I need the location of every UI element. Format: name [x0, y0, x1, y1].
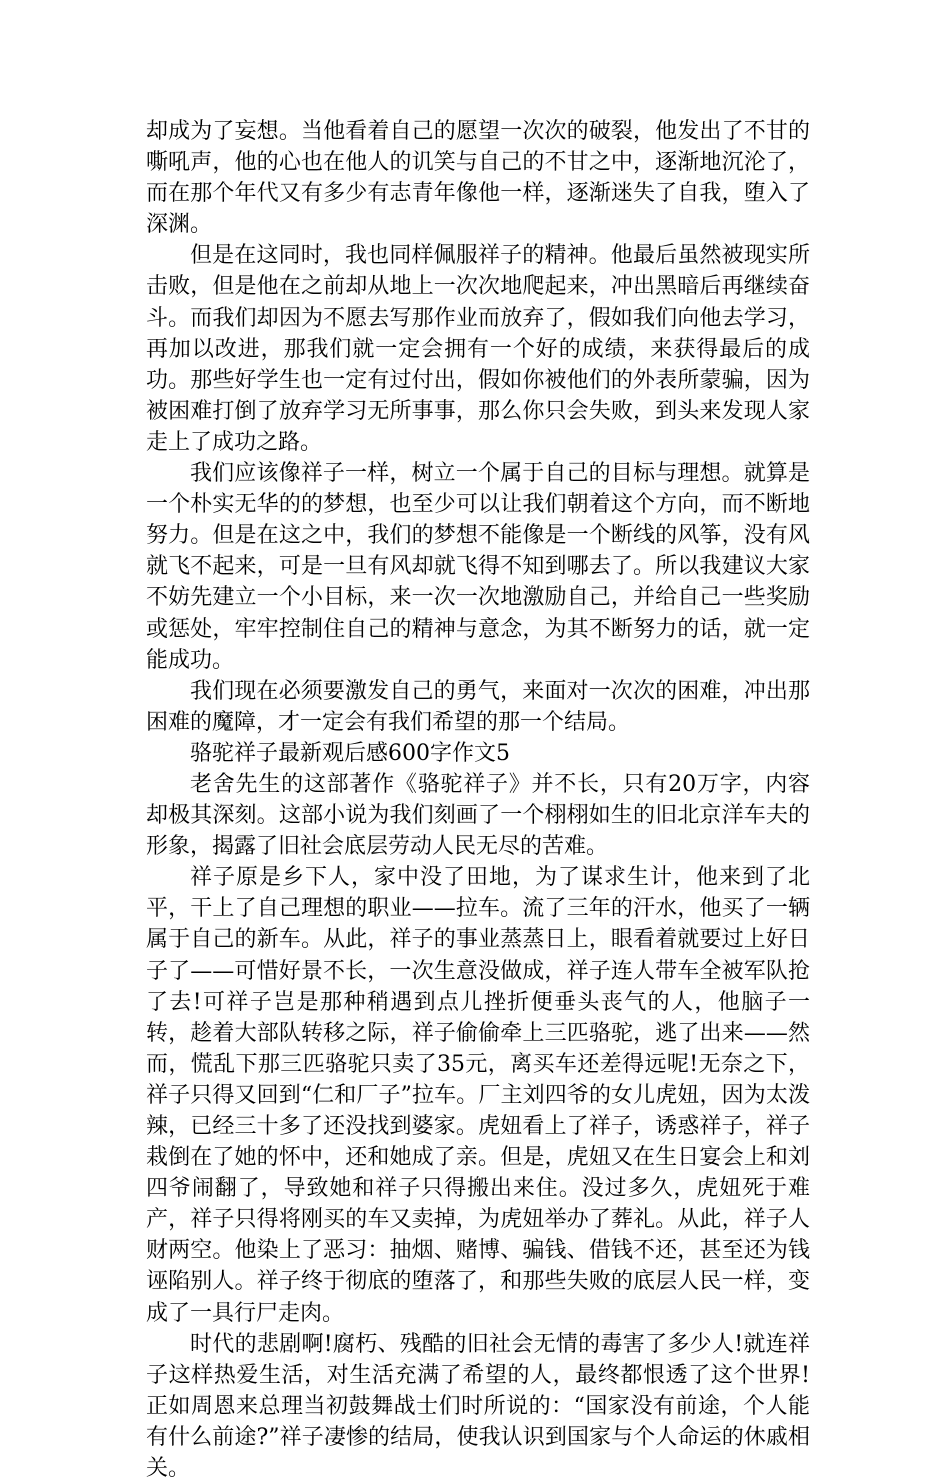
paragraph-2: 但是在这同时，我也同样佩服祥子的精神。他最后虽然被现实所击败，但是他在之前却从地上一次次地爬起来，冲出黑暗后再继续奋斗。而我们却因为不愿去写那作业而放弃了，假如我们向他去学习，再加以改进，那我们就一定会拥有一个好的成绩，来获得最后的成功。那些好学生也一定有过付出，假如你被他们的外表所蒙骗，因为被困难打倒了放弃学习无所事事，那么你只会失败，到头来发现人家走上了成功之路。 [146, 243, 810, 455]
paragraph-5: 老舍先生的这部著作《骆驼祥子》并不长，只有20万字，内容却极其深刻。这部小说为我们刻画了一个栩栩如生的旧北京洋车夫的形象，揭露了旧社会底层劳动人民无尽的苦难。 [146, 771, 810, 860]
paragraph-3: 我们应该像祥子一样，树立一个属于自己的目标与理想。就算是一个朴实无华的的梦想，也至少可以让我们朝着这个方向，而不断地努力。但是在这之中，我们的梦想不能像是一个断线的风筝，没有风就飞不起来，可是一旦有风却就飞得不知到哪去了。所以我建议大家不妨先建立一个小目标，来一次一次地激励自己，并给自己一些奖励或惩处，牢牢控制住自己的精神与意念，为其不断努力的话，就一定能成功。 [146, 461, 810, 673]
paragraph-1: 却成为了妄想。当他看着自己的愿望一次次的破裂，他发出了不甘的嘶吼声，他的心也在他人的讥笑与自己的不甘之中，逐渐地沉沦了，而在那个年代又有多少有志青年像他一样，逐渐迷失了自我，堕入了深渊。 [146, 119, 810, 238]
section-heading: 骆驼祥子最新观后感600字作文5 [190, 740, 510, 766]
paragraph-6: 祥子原是乡下人，家中没了田地，为了谋求生计，他来到了北平，干上了自己理想的职业——拉车。流了三年的汗水，他买了一辆属于自己的新车。从此，祥子的事业蒸蒸日上，眼看着就要过上好日子了——可惜好景不长，一次生意没做成，祥子连人带车全被军队抢了去!可祥子岂是那种稍遇到点儿挫折便垂头丧气的人，他脑子一转，趁着大部队转移之际，祥子偷偷牵上三匹骆驼，逃了出来——然而，慌乱下那三匹骆驼只卖了35元，离买车还差得远呢!无奈之下，祥子只得又回到“仁和厂子”拉车。厂主刘四爷的女儿虎妞，因为太泼辣，已经三十多了还没找到婆家。虎妞看上了祥子，诱惑祥子，祥子栽倒在了她的怀中，还和她成了亲。但是，虎妞又在生日宴会上和刘四爷闹翻了，导致她和祥子只得搬出来住。没过多久，虎妞死于难产，祥子只得将刚买的车又卖掉，为虎妞举办了葬礼。从此，祥子人财两空。他染上了恶习：抽烟、赌博、骗钱、借钱不还，甚至还为钱诬陷别人。祥子终于彻底的堕落了，和那些失败的底层人民一样，变成了一具行尸走肉。 [146, 865, 810, 1326]
paragraph-4: 我们现在必须要激发自己的勇气，来面对一次次的困难，冲出那困难的魔障，才一定会有我们希望的那一个结局。 [146, 678, 810, 735]
paragraph-7: 时代的悲剧啊!腐朽、残酷的旧社会无情的毒害了多少人!就连祥子这样热爱生活，对生活充满了希望的人，最终都恨透了这个世界!正如周恩来总理当初鼓舞战士们时所说的：“国家没有前途，个人能有什么前途?”祥子凄惨的结局，使我认识到国家与个人命运的休戚相关。 [146, 1331, 810, 1482]
document-body [146, 116, 810, 1484]
